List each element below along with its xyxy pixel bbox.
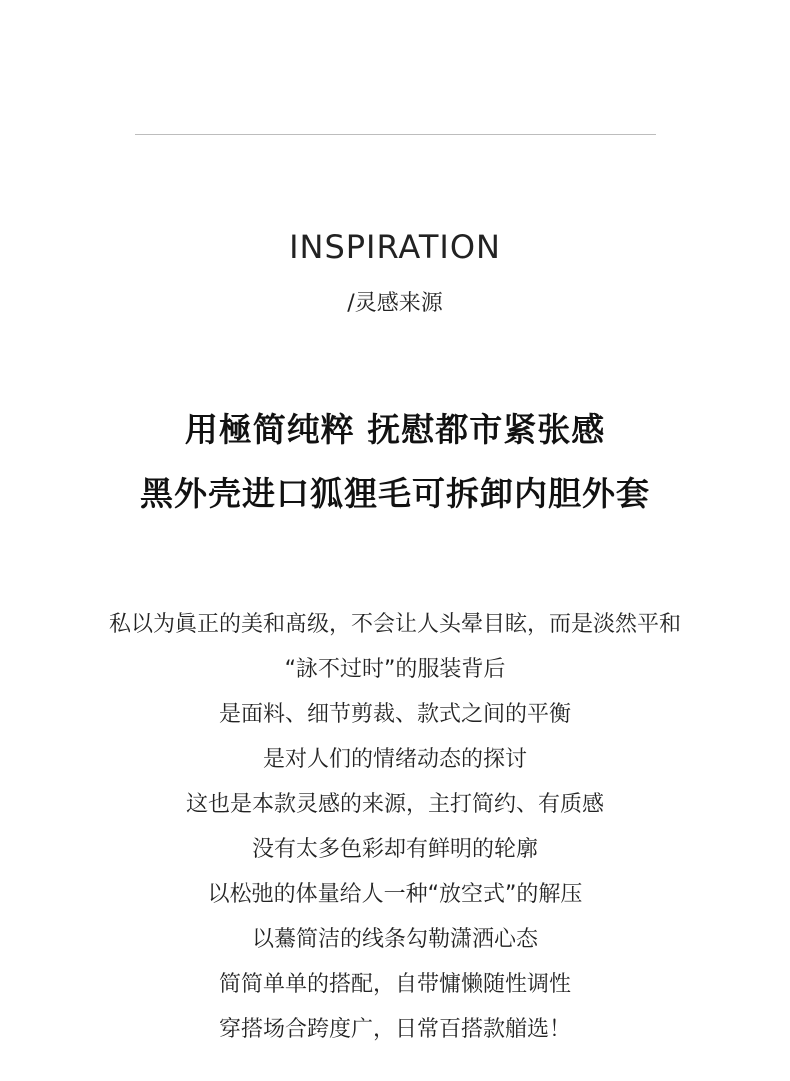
top-divider bbox=[135, 134, 656, 135]
section-title-en: INSPIRATION bbox=[289, 228, 501, 266]
body-line: 简简单单的搭配，自带慵懒随性调性 bbox=[218, 972, 571, 997]
body-line: 是面料、细节剪裁、款式之间的平衡 bbox=[218, 702, 571, 727]
body-line: 私以为眞正的美和髙级，不会让人头晕目眩，而是淡然平和 bbox=[108, 612, 681, 637]
body-line: 这也是本款灵感的来源，主打简约、有质感 bbox=[185, 792, 604, 817]
body-line: 以松弛的体量给人一种“放空式”的解压 bbox=[207, 882, 583, 907]
body-line: 穿搭场合跨度广，日常百搭款艏选！ bbox=[218, 1017, 571, 1042]
section-subtitle-cn: /灵感来源 bbox=[347, 291, 443, 316]
body-line: 以驀简洁的线条勾勒潇洒心态 bbox=[251, 927, 538, 952]
tagline-line-2: 黑外壳进口狐狸毛可拆卸内胆外套 bbox=[140, 474, 650, 513]
inspiration-body bbox=[0, 606, 790, 1056]
body-line: “詠不过时”的服装背后 bbox=[284, 657, 506, 682]
tagline-line-1: 用極简纯粹 抚慰都市紧张感 bbox=[184, 410, 606, 449]
body-line: 是对人们的情绪动态的探讨 bbox=[262, 747, 527, 772]
body-line: 没有太多色彩却有鲜明的轮廓 bbox=[251, 837, 538, 862]
